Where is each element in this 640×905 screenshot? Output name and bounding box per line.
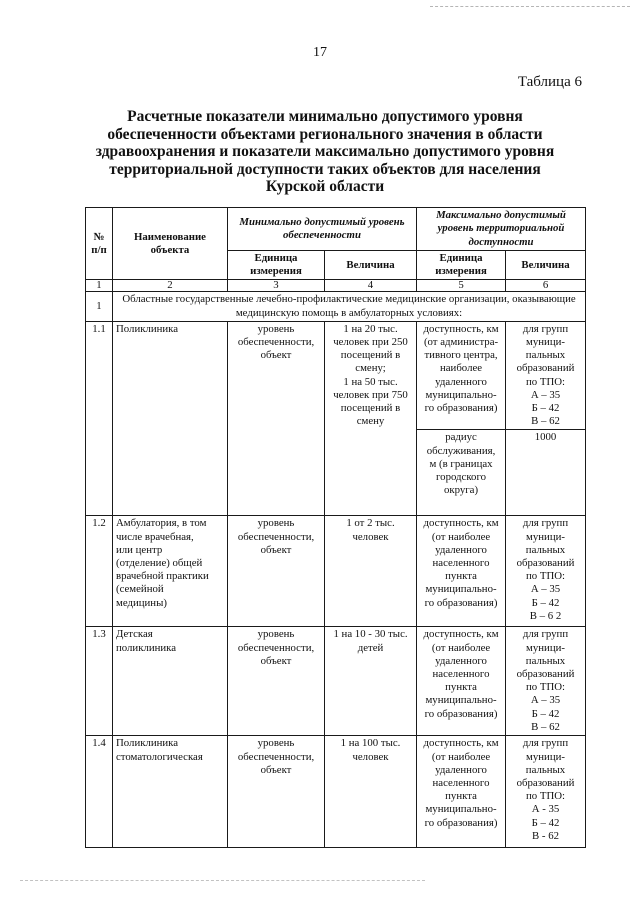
cell-line: удаленного <box>435 375 487 388</box>
header-row <box>86 208 586 251</box>
cell-line: смену <box>356 415 385 428</box>
cell-line: м (в границах <box>429 457 493 470</box>
cell-line: го образования) <box>424 816 498 829</box>
table-row <box>86 736 586 848</box>
object-name-line: (семейной <box>116 583 164 596</box>
max-unit-cell <box>417 736 506 848</box>
object-name <box>113 516 228 627</box>
header-name: Наименование объекта <box>113 208 228 280</box>
indicators-table <box>85 207 586 848</box>
header-max-group: Максимально допустимый уровень территориальной доступности <box>417 208 586 251</box>
cell-line: В – 62 <box>531 415 560 428</box>
cell-line: го образования) <box>424 596 498 609</box>
cell-line: пальных <box>525 349 566 362</box>
cell-line: 1 на 10 - 30 тыс. <box>333 628 408 641</box>
max-unit-cell <box>417 516 506 627</box>
object-name-line: числе врачебная, <box>116 530 194 543</box>
max-value-cell <box>506 736 586 848</box>
cell-line: 1000 <box>534 431 557 444</box>
cell-line: радиус <box>445 431 477 444</box>
cell-line: (от наиболее <box>431 530 491 543</box>
section-row <box>86 292 586 321</box>
cell-line: смену; <box>355 362 386 375</box>
object-name-line: Детская <box>116 628 153 641</box>
object-name-line: (отделение) общей <box>116 557 203 570</box>
cell-line: муници- <box>526 641 565 654</box>
table-row <box>86 321 586 430</box>
cell-line: В - 62 <box>532 829 560 842</box>
cell-line: пункта <box>445 570 477 583</box>
header-max-value: Величина <box>506 251 586 280</box>
section-text: Областные государственные лечебно-профилактические медицинские организации, оказывающие медицинскую помощь в амбулаторных условиях: <box>113 292 586 321</box>
cell-line: по ТПО: <box>525 570 566 583</box>
header-min-value: Величина <box>325 251 417 280</box>
cell-line: обеспеченности, <box>237 336 315 349</box>
column-number: 6 <box>506 280 586 292</box>
column-number: 4 <box>325 280 417 292</box>
table-row <box>86 516 586 627</box>
cell-line: А – 35 <box>530 694 561 707</box>
cell-line: пункта <box>445 790 477 803</box>
cell-line: образований <box>516 777 575 790</box>
cell-line: по ТПО: <box>525 790 566 803</box>
cell-line: 1 от 2 тыс. <box>346 517 395 530</box>
cell-line: го образования) <box>424 402 498 415</box>
min-unit-cell <box>228 736 325 848</box>
cell-line: уровень <box>257 737 295 750</box>
cell-line: муници- <box>526 336 565 349</box>
header-min-unit: Единица измерения <box>228 251 325 280</box>
title-line: территориальной доступности таких объектов для населения <box>109 160 541 178</box>
table-row <box>86 627 586 736</box>
cell-line: пункта <box>445 681 477 694</box>
cell-line: 1 на 100 тыс. <box>340 737 401 750</box>
cell-line: пальных <box>525 654 566 667</box>
object-name-line: Поликлиника <box>116 737 179 750</box>
cell-line: образований <box>516 362 575 375</box>
cell-line: удаленного <box>435 654 487 667</box>
column-number: 1 <box>86 280 113 292</box>
cell-line: А - 35 <box>531 803 560 816</box>
cell-line: наиболее <box>439 362 483 375</box>
cell-line: муници- <box>526 750 565 763</box>
cell-line: населенного <box>432 557 490 570</box>
min-value-cell <box>325 516 417 627</box>
cell-line: муниципально- <box>425 388 497 401</box>
radius-unit-cell <box>417 430 506 516</box>
cell-line: Б – 42 <box>531 707 560 720</box>
cell-line: по ТПО: <box>525 681 566 694</box>
cell-line: 1 на 50 тыс. <box>343 375 398 388</box>
cell-line: для групп <box>522 628 569 641</box>
object-name-line: Амбулатория, в том <box>116 517 207 530</box>
min-value-cell <box>325 321 417 516</box>
cell-line: обеспеченности, <box>237 530 315 543</box>
cell-line: уровень <box>257 322 295 335</box>
row-number: 1.3 <box>86 627 113 736</box>
cell-line: 1 на 20 тыс. <box>343 322 398 335</box>
title-line: здравоохранения и показатели максимально допустимого уровня <box>95 143 555 160</box>
cell-line: муниципально- <box>425 803 497 816</box>
cell-line: объект <box>260 654 292 667</box>
object-name-line: стоматологическая <box>116 750 203 763</box>
cell-line: по ТПО: <box>525 375 566 388</box>
min-value-cell <box>325 736 417 848</box>
column-number: 3 <box>228 280 325 292</box>
cell-line: доступность, км <box>423 737 499 750</box>
cell-line: детей <box>357 641 384 654</box>
object-name-line: поликлиника <box>116 641 177 654</box>
header-min-group: Минимально допустимый уровень обеспеченности <box>228 208 417 251</box>
max-unit-cell <box>417 321 506 430</box>
cell-line: В – 62 <box>531 720 560 733</box>
title-line: Курской области <box>265 178 385 195</box>
cell-line: удаленного <box>435 543 487 556</box>
object-name <box>113 627 228 736</box>
title-line: Расчетные показатели минимально допустимого уровня <box>127 108 523 125</box>
cell-line: уровень <box>257 517 295 530</box>
cell-line: муниципально- <box>425 583 497 596</box>
min-value-cell <box>325 627 417 736</box>
row-number: 1.4 <box>86 736 113 848</box>
cell-line: для групп <box>522 322 569 335</box>
cell-line: Б – 42 <box>531 596 560 609</box>
top-scan-line <box>430 6 630 7</box>
cell-line: А – 35 <box>530 388 561 401</box>
cell-line: посещений в <box>340 349 401 362</box>
cell-line: объект <box>260 543 292 556</box>
cell-line: доступность, км <box>423 322 499 335</box>
row-number: 1.2 <box>86 516 113 627</box>
bottom-scan-line <box>20 880 425 881</box>
min-unit-cell <box>228 516 325 627</box>
cell-line: человек при 250 <box>333 336 408 349</box>
column-number-row <box>86 280 586 292</box>
cell-line: образований <box>516 557 575 570</box>
cell-line: населенного <box>432 777 490 790</box>
max-value-cell <box>506 321 586 430</box>
cell-line: Б – 42 <box>531 816 560 829</box>
cell-line: городского <box>436 471 486 484</box>
section-number: 1 <box>86 292 113 321</box>
object-name <box>113 321 228 516</box>
cell-line: обеспеченности, <box>237 750 315 763</box>
radius-value-cell <box>506 430 586 516</box>
cell-line: пальных <box>525 543 566 556</box>
cell-line: населенного <box>432 668 490 681</box>
cell-line: человек <box>352 530 389 543</box>
document-title <box>60 108 590 196</box>
cell-line: (от наиболее <box>431 641 491 654</box>
header-max-unit: Единица измерения <box>417 251 506 280</box>
cell-line: доступность, км <box>423 628 499 641</box>
cell-line: (от наиболее <box>431 750 491 763</box>
object-name <box>113 736 228 848</box>
cell-line: обслуживания, <box>426 444 496 457</box>
cell-line: для групп <box>522 737 569 750</box>
min-unit-cell <box>228 321 325 516</box>
object-name-line: врачебной практики <box>116 570 209 583</box>
cell-line: доступность, км <box>423 517 499 530</box>
cell-line: уровень <box>257 628 295 641</box>
cell-line: образований <box>516 668 575 681</box>
cell-line: пальных <box>525 763 566 776</box>
min-unit-cell <box>228 627 325 736</box>
cell-line: объект <box>260 763 292 776</box>
object-name-line: медицины) <box>116 596 167 609</box>
object-name-line: или центр <box>116 543 163 556</box>
cell-line: удаленного <box>435 763 487 776</box>
cell-line: округа) <box>443 484 479 497</box>
cell-line: человек при 750 <box>333 388 408 401</box>
cell-line: муници- <box>526 530 565 543</box>
title-line: обеспеченности объектами регионального значения в области <box>107 125 543 143</box>
max-value-cell <box>506 516 586 627</box>
row-number: 1.1 <box>86 321 113 516</box>
cell-line: муниципально- <box>425 694 497 707</box>
cell-line: обеспеченности, <box>237 641 315 654</box>
cell-line: го образования) <box>424 707 498 720</box>
page-number: 17 <box>313 45 327 60</box>
cell-line: В – 6 2 <box>529 609 562 622</box>
max-value-cell <box>506 627 586 736</box>
column-number: 5 <box>417 280 506 292</box>
header-num: № п/п <box>86 208 113 280</box>
cell-line: посещений в <box>340 402 401 415</box>
cell-line: (от администра- <box>423 336 499 349</box>
cell-line: объект <box>260 349 292 362</box>
column-number: 2 <box>113 280 228 292</box>
cell-line: для групп <box>522 517 569 530</box>
cell-line: тивного центра, <box>424 349 498 362</box>
object-name-line: Поликлиника <box>116 322 179 335</box>
max-unit-cell <box>417 627 506 736</box>
table-label: Таблица 6 <box>517 74 582 90</box>
cell-line: А – 35 <box>530 583 561 596</box>
cell-line: человек <box>352 750 389 763</box>
cell-line: Б – 42 <box>531 402 560 415</box>
